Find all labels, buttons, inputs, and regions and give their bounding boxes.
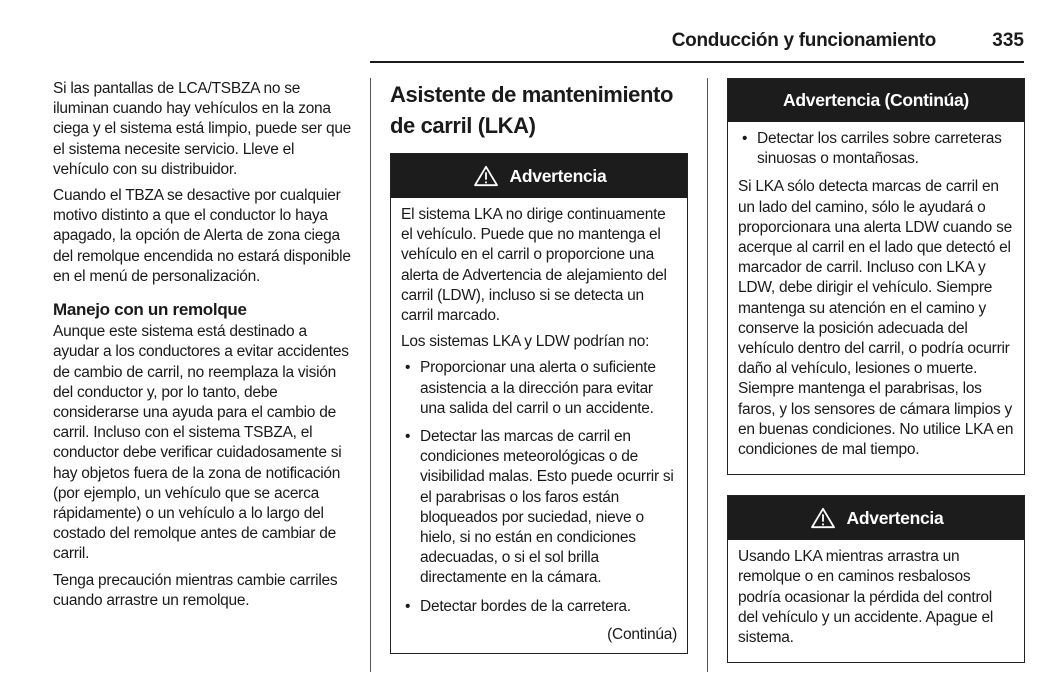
paragraph-lca-displays: Si las pantallas de LCA/TSBZA no se iluminan cuando hay vehículos en la zona ciega y el sistema está limpio, puede ser que el sistema necesite servicio. Lleve el vehículo con su distribuidor.: [53, 80, 352, 178]
list-item-text: Detectar bordes de la carretera.: [420, 597, 631, 615]
list-item: [401, 427, 677, 589]
list-item: [738, 129, 1014, 169]
warning-continued-list: [738, 129, 1014, 169]
list-item-text: Detectar los carriles sobre carreteras sinuosas o montañosas.: [757, 130, 1002, 168]
column-right: [727, 78, 1025, 663]
warning-continued-header: [728, 79, 1024, 122]
warning-towing-text: Usando LKA mientras arrastra un remolque o en caminos resbalosos podría ocasionar la pérdida del control del vehículo y un accidente. Apague el sistema.: [738, 548, 994, 647]
warning-intro: El sistema LKA no dirige continuamente el vehículo. Puede que no mantenga el vehículo en el carril o proporcione una alerta de Advertencia de alejamiento del carril (LDW), incluso si se detecta un carril marcado.: [401, 206, 667, 325]
warning-box-continued: [727, 78, 1025, 475]
warning-towing-body: [728, 540, 1024, 662]
header-rule: [370, 61, 1024, 63]
continued-label: (Continúa): [607, 625, 677, 643]
warning-continued-paragraph: Si LKA sólo detecta marcas de carril en un lado del camino, sólo le ayudará o proporcionara una alerta LDW cuando se acerque al carril en el lado que detectó el marcador de carril. Incluso con LKA y LDW, debe dirigir el vehículo. Siempre mantenga su atención en el camino y conserve la posición adecuada del vehículo dentro del carril, o podría ocurrir daño al vehículo, lesiones o muerte. Siempre mantenga el parabrisas, los faros, y los sensores de cámara limpios y en buenas condiciones. No utilice LKA en condiciones de mal tiempo.: [738, 178, 1014, 459]
warning-header: [391, 154, 687, 198]
column-middle: [390, 79, 688, 654]
warning-triangle-icon: [472, 165, 500, 187]
warning-continued-body: [728, 122, 1024, 474]
bullet-marker: •: [405, 359, 411, 377]
warning-towing-header: [728, 496, 1024, 540]
warning-bullet-list: [401, 358, 677, 616]
warning-lead: Los sistemas LKA y LDW podrían no:: [401, 333, 650, 351]
warning-box-lka: [390, 153, 688, 654]
column-divider-right: [707, 78, 708, 672]
column-divider-left: [370, 78, 371, 672]
page-number: 335: [992, 30, 1024, 51]
bullet-marker: •: [405, 428, 411, 446]
list-item: [401, 597, 677, 617]
warning-continued-title: Advertencia (Continúa): [783, 90, 969, 111]
paragraph-towing-aid: Aunque este sistema está destinado a ayudar a los conductores a evitar accidentes de cambio de carril, no reemplaza la visión del conductor y, por lo tanto, debe considerarse una ayuda para el cambio de carril. Incluso con el sistema TSBZA, el conductor debe verificar cuidadosamente si hay objetos fuera de la zona de notificación (por ejemplo, un vehículo que se acerca rápidamente) o un vehículo a lo largo del costado del remolque antes de cambiar de carril.: [53, 323, 349, 563]
page-header: [0, 30, 1024, 58]
list-item: [401, 358, 677, 419]
column-left: [53, 79, 353, 617]
list-item-text: Detectar las marcas de carril en condiciones meteorológicas o de visibilidad malas. Esto puede ocurrir si el parabrisas o los faros están bloqueados por suciedad, nieve o hielo, si no están en condiciones adecuadas, o si el sol brilla directamente en la cámara.: [420, 428, 674, 587]
heading-lka: Asistente de mantenimiento de carril (LKA): [390, 82, 673, 138]
list-item-text: Proporcionar una alerta o suficiente asistencia a la dirección para evitar una salida del carril o un accidente.: [420, 359, 656, 417]
warning-body: [391, 198, 687, 653]
warning-title: Advertencia: [509, 165, 607, 186]
paragraph-tbza-disabled: Cuando el TBZA se desactive por cualquier motivo distinto a que el conductor lo haya apagado, la opción de Alerta de zona ciega del remolque encendida no estará disponible en el menú de personalización.: [53, 187, 351, 285]
paragraph-towing-caution: Tenga precaución mientras cambie carriles cuando arrastre un remolque.: [53, 571, 338, 609]
section-title: Conducción y funcionamiento: [671, 30, 936, 51]
bullet-marker: •: [742, 130, 748, 147]
bullet-marker: •: [405, 597, 411, 615]
warning-towing-title: Advertencia: [846, 508, 944, 529]
warning-box-towing: [727, 495, 1025, 663]
warning-triangle-icon: [809, 507, 837, 529]
heading-towing: Manejo con un remolque: [53, 300, 247, 320]
